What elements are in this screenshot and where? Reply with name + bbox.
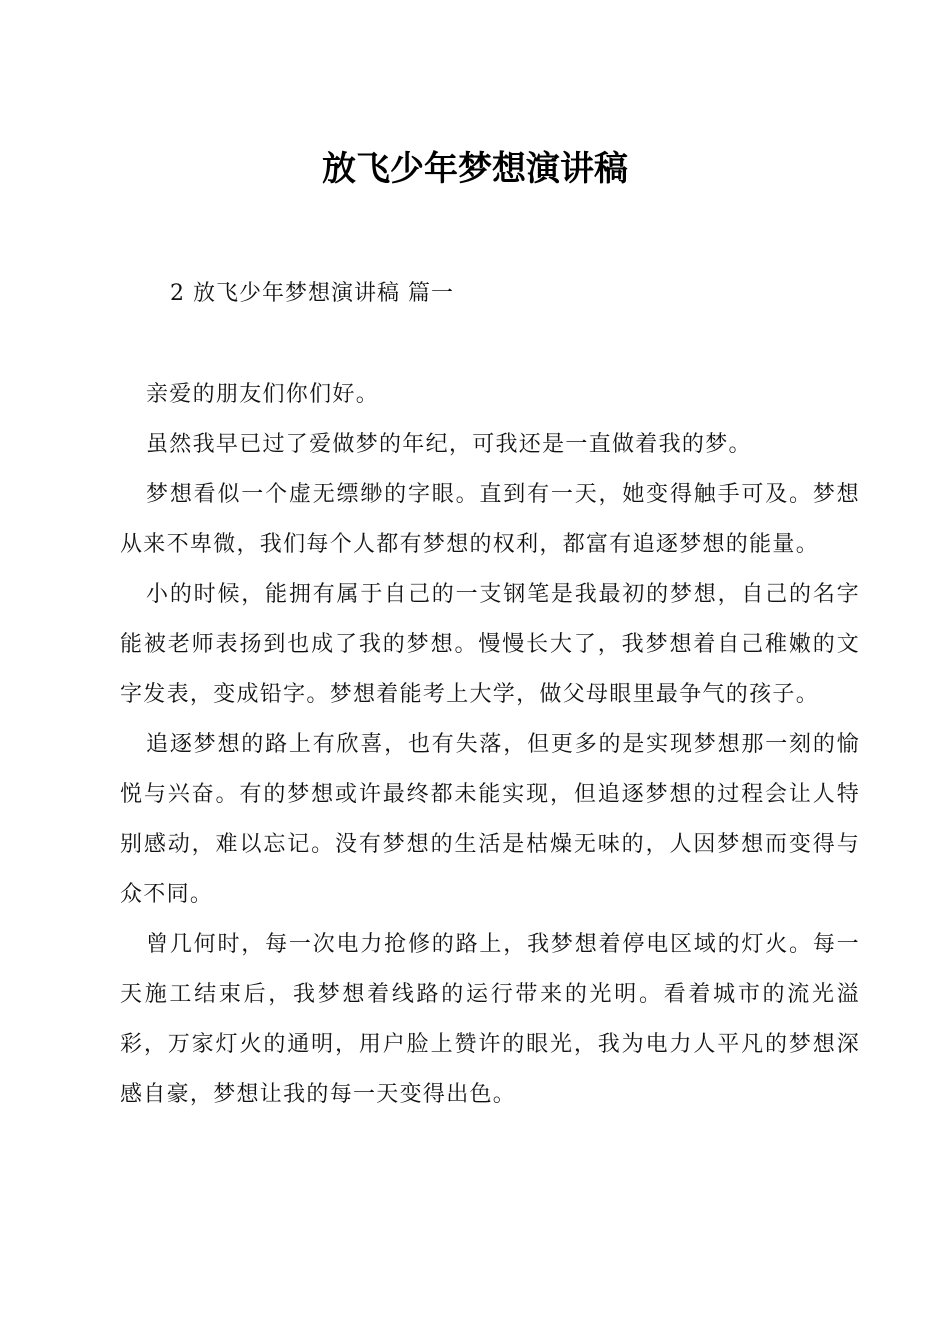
document-body: [120, 370, 860, 1120]
paragraph: 虽然我早已过了爱做梦的年纪，可我还是一直做着我的梦。: [146, 432, 752, 457]
paragraph: 曾几何时，每一次电力抢修的路上，我梦想着停电区域的灯火。每一天施工结束后，我梦想着线路的运行带来的光明。看着城市的流光溢彩，万家灯火的通明，用户脸上赞许的眼光，我为电力人平凡的梦想深感自豪，梦想让我的每一天变得出色。: [120, 932, 860, 1107]
paragraph: 追逐梦想的路上有欣喜，也有失落，但更多的是实现梦想那一刻的愉悦与兴奋。有的梦想或许最终都未能实现，但追逐梦想的过程会让人特别感动，难以忘记。没有梦想的生活是枯燥无味的，人因梦想而变得与众不同。: [120, 732, 860, 907]
paragraph: 梦想看似一个虚无缥缈的字眼。直到有一天，她变得触手可及。梦想从来不卑微，我们每个人都有梦想的权利，都富有追逐梦想的能量。: [120, 482, 860, 557]
paragraph: 小的时候，能拥有属于自己的一支钢笔是我最初的梦想，自己的名字能被老师表扬到也成了我的梦想。慢慢长大了，我梦想着自己稚嫩的文字发表，变成铅字。梦想着能考上大学，做父母眼里最争气的孩子。: [120, 582, 860, 707]
section-heading: 2 放飞少年梦想演讲稿 篇一: [170, 281, 454, 306]
paragraph: 亲爱的朋友们你们好。: [146, 382, 380, 407]
document-title: 放飞少年梦想演讲稿: [322, 149, 628, 189]
